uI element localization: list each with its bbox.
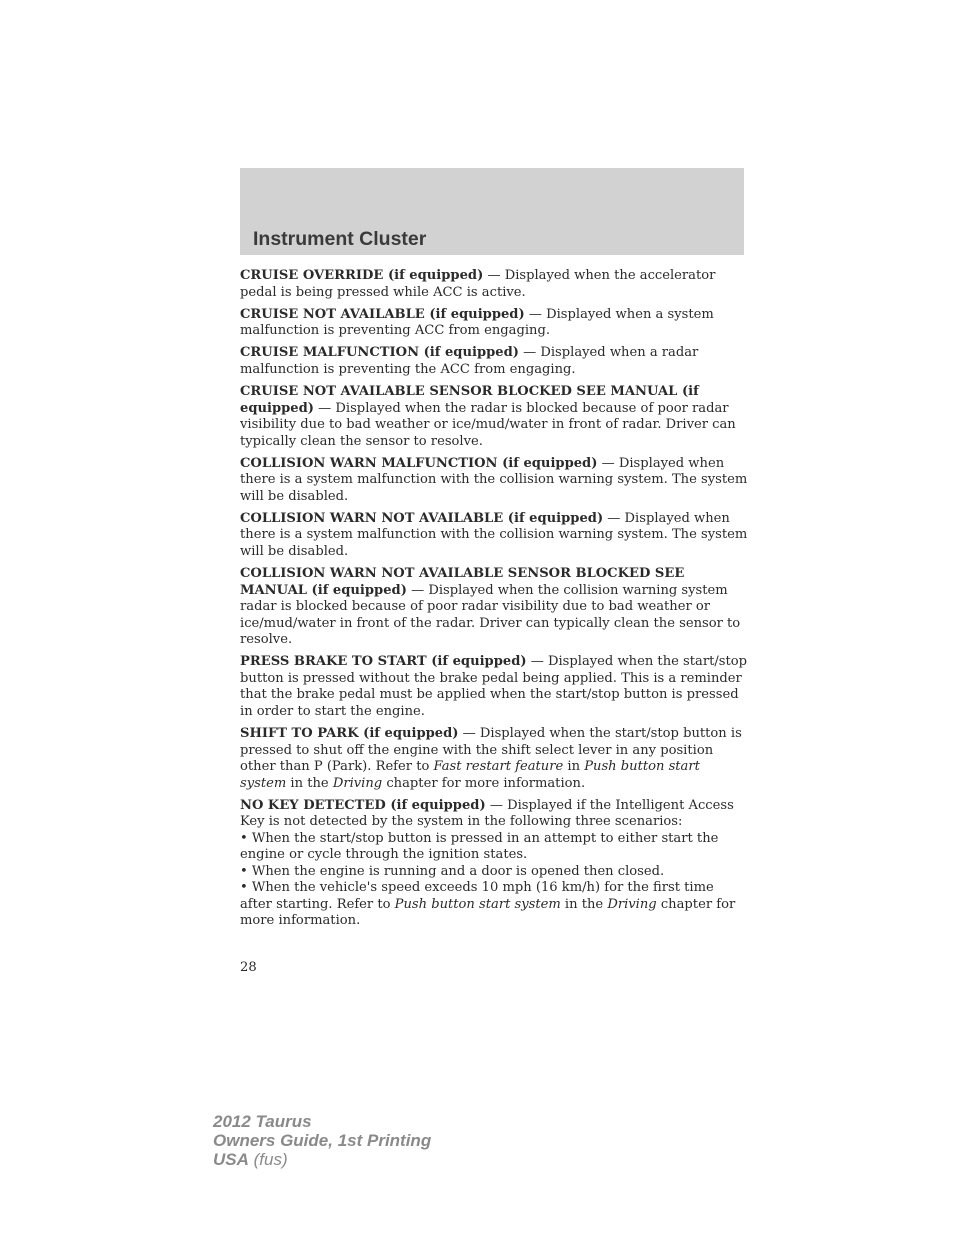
entry-cruise-malfunction xyxy=(240,345,748,378)
entry-desc: — Displayed when a radar malfunction is preventing the ACC from engaging. xyxy=(240,345,699,377)
reference-driving-chapter: Driving xyxy=(332,775,383,791)
entry-desc: — Displayed when the start/stop button is pressed to shut off the engine with the shift select lever in any position other than P (Park). Refer to xyxy=(240,726,742,774)
reference-push-button-start: Push button start system xyxy=(240,759,700,791)
list-item-connector: in the xyxy=(560,896,608,912)
entry-term: PRESS BRAKE TO START (if equipped) xyxy=(240,654,527,670)
entry-collision-warn-not-available xyxy=(240,511,748,561)
entry-desc-connector: in the xyxy=(286,775,333,791)
entry-term: COLLISION WARN MALFUNCTION (if equipped) xyxy=(240,455,598,471)
entry-desc-end: chapter for more information. xyxy=(382,775,586,791)
list-item-end: chapter for more information. xyxy=(240,896,736,929)
footer-market-code: (fus) xyxy=(248,1150,288,1169)
entry-desc-connector: in xyxy=(563,759,585,774)
list-item: • When the engine is running and a door is opened then closed. xyxy=(240,863,665,879)
entry-term: CRUISE NOT AVAILABLE (if equipped) xyxy=(240,306,525,322)
entry-desc: — Displayed if the Intelligent Access Key is not detected by the system in the following three scenarios: xyxy=(240,797,734,830)
entry-shift-to-park xyxy=(240,726,748,792)
list-item-text: • When the vehicle's speed exceeds 10 mph (16 km/h) for the first time after starting. Refer to xyxy=(240,880,714,912)
entry-collision-warn-sensor-blocked xyxy=(240,566,748,649)
entry-term: SHIFT TO PARK (if equipped) xyxy=(240,726,459,741)
section-header-band xyxy=(240,168,744,255)
entry-term: CRUISE OVERRIDE (if equipped) xyxy=(240,268,484,283)
reference-push-button-start: Push button start system xyxy=(394,896,561,912)
footer-line-market xyxy=(213,1150,431,1169)
entry-no-key-detected xyxy=(240,798,748,930)
entry-desc: — Displayed when the start/stop button is pressed without the brake pedal being applied. This is a reminder that the brake pedal must be applied when the start/stop button is pressed in order to start the engine. xyxy=(240,654,748,719)
section-title: Instrument Cluster xyxy=(253,228,427,250)
entry-term: NO KEY DETECTED (if equipped) xyxy=(240,797,486,813)
entry-desc: — Displayed when there is a system malfunction with the collision warning system. The system will be disabled. xyxy=(240,510,748,559)
footer-line-edition: Owners Guide, 1st Printing xyxy=(213,1131,432,1150)
entry-cruise-sensor-blocked xyxy=(240,384,748,450)
list-item xyxy=(240,880,748,930)
page-content xyxy=(240,268,748,935)
entry-term: COLLISION WARN NOT AVAILABLE SENSOR BLOCKED SEE MANUAL (if equipped) xyxy=(240,566,685,598)
entry-desc: — Displayed when there is a system malfunction with the collision warning system. The system will be disabled. xyxy=(240,455,748,504)
entry-press-brake-to-start xyxy=(240,654,748,720)
entry-desc: — Displayed when the collision warning system radar is blocked because of poor radar visibility due to bad weather or ice/mud/water in front of the radar. Driver can typically clean the sensor to resolve. xyxy=(240,582,741,648)
entry-collision-warn-malfunction xyxy=(240,456,748,506)
entry-desc: — Displayed when a system malfunction is preventing ACC from engaging. xyxy=(240,306,714,339)
entry-cruise-not-available xyxy=(240,307,748,340)
list-item: • When the start/stop button is pressed in an attempt to either start the engine or cycle through the ignition states. xyxy=(240,830,719,863)
entry-desc: — Displayed when the accelerator pedal is being pressed while ACC is active. xyxy=(240,268,716,300)
footer-market: USA xyxy=(213,1150,249,1169)
reference-fast-restart: Fast restart feature xyxy=(433,759,564,774)
entry-term: CRUISE MALFUNCTION (if equipped) xyxy=(240,345,519,361)
entry-cruise-override xyxy=(240,268,748,301)
reference-driving-chapter: Driving xyxy=(607,896,657,912)
entry-intro xyxy=(240,798,748,831)
footer-publication-info xyxy=(213,1112,431,1169)
footer-line-model: 2012 Taurus xyxy=(213,1112,312,1131)
entry-term: COLLISION WARN NOT AVAILABLE (if equipped) xyxy=(240,510,604,526)
page-number: 28 xyxy=(240,960,257,975)
entry-term: CRUISE NOT AVAILABLE SENSOR BLOCKED SEE MANUAL (if equipped) xyxy=(240,384,699,416)
entry-desc: — Displayed when the radar is blocked because of poor radar visibility due to bad weather or ice/mud/water in front of radar. Driver can typically clean the sensor to resolve. xyxy=(240,400,736,449)
